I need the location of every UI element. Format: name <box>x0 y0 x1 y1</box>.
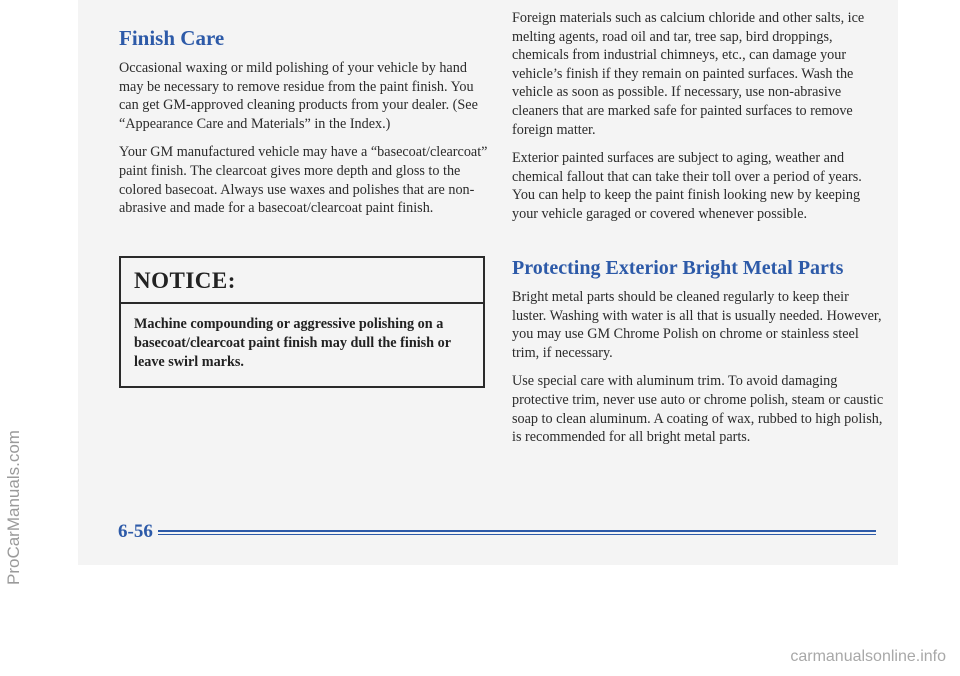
footer-rule <box>158 530 876 535</box>
paragraph-waxing: Occasional waxing or mild polishing of your vehicle by hand may be necessary to remove residue from the paint finish. You can get GM-approved cleaning products from your dealer. (See “Appearance Care and Materials” in the Index.) <box>119 60 478 132</box>
paragraph-bright-metal: Bright metal parts should be cleaned regularly to keep their luster. Washing with water is all that is usually needed. However, you may use GM Chrome Polish on chrome or stainless steel trim, if necessary. <box>512 289 882 361</box>
page-number: 6-56 <box>118 521 153 542</box>
finish-care-heading: Finish Care <box>119 26 225 50</box>
left-column <box>119 59 491 228</box>
notice-divider <box>121 302 483 304</box>
bright-metal-section <box>512 288 884 457</box>
paragraph-basecoat: Your GM manufactured vehicle may have a “basecoat/clearcoat” paint finish. The clearcoat gives more depth and gloss to the colored basecoat. Always use waxes and polishes that are non-abrasive and made for a basecoat/clearcoat paint finish. <box>119 144 488 217</box>
paragraph-aluminum: Use special care with aluminum trim. To avoid damaging protective trim, never use auto or chrome polish, steam or caustic soap to clean aluminum. A coating of wax, rubbed to high polish, is recommended for all bright metal parts. <box>512 373 884 446</box>
paragraph-foreign-materials: Foreign materials such as calcium chloride and other salts, ice melting agents, road oil and tar, tree sap, bird droppings, chemicals from industrial chimneys, etc., can damage your vehicle’s finish if they remain on painted surfaces. Wash the vehicle as soon as possible. If necessary, use non-abrasive cleaners that are marked safe for painted surfaces to remove foreign matter. <box>512 10 865 138</box>
notice-title: NOTICE: <box>134 268 236 293</box>
notice-body: Machine compounding or aggressive polishing on a basecoat/clearcoat paint finish may dull the finish or leave swirl marks. <box>134 316 451 370</box>
bottom-watermark: carmanualsonline.info <box>790 648 946 665</box>
paragraph-aging: Exterior painted surfaces are subject to aging, weather and chemical fallout that can take their toll over a period of years. You can help to keep the paint finish looking new by keeping your vehicle garaged or covered whenever possible. <box>512 150 862 222</box>
notice-box <box>119 256 485 388</box>
side-watermark: ProCarManuals.com <box>4 430 23 585</box>
right-column <box>512 9 884 234</box>
bright-metal-heading: Protecting Exterior Bright Metal Parts <box>512 257 844 279</box>
